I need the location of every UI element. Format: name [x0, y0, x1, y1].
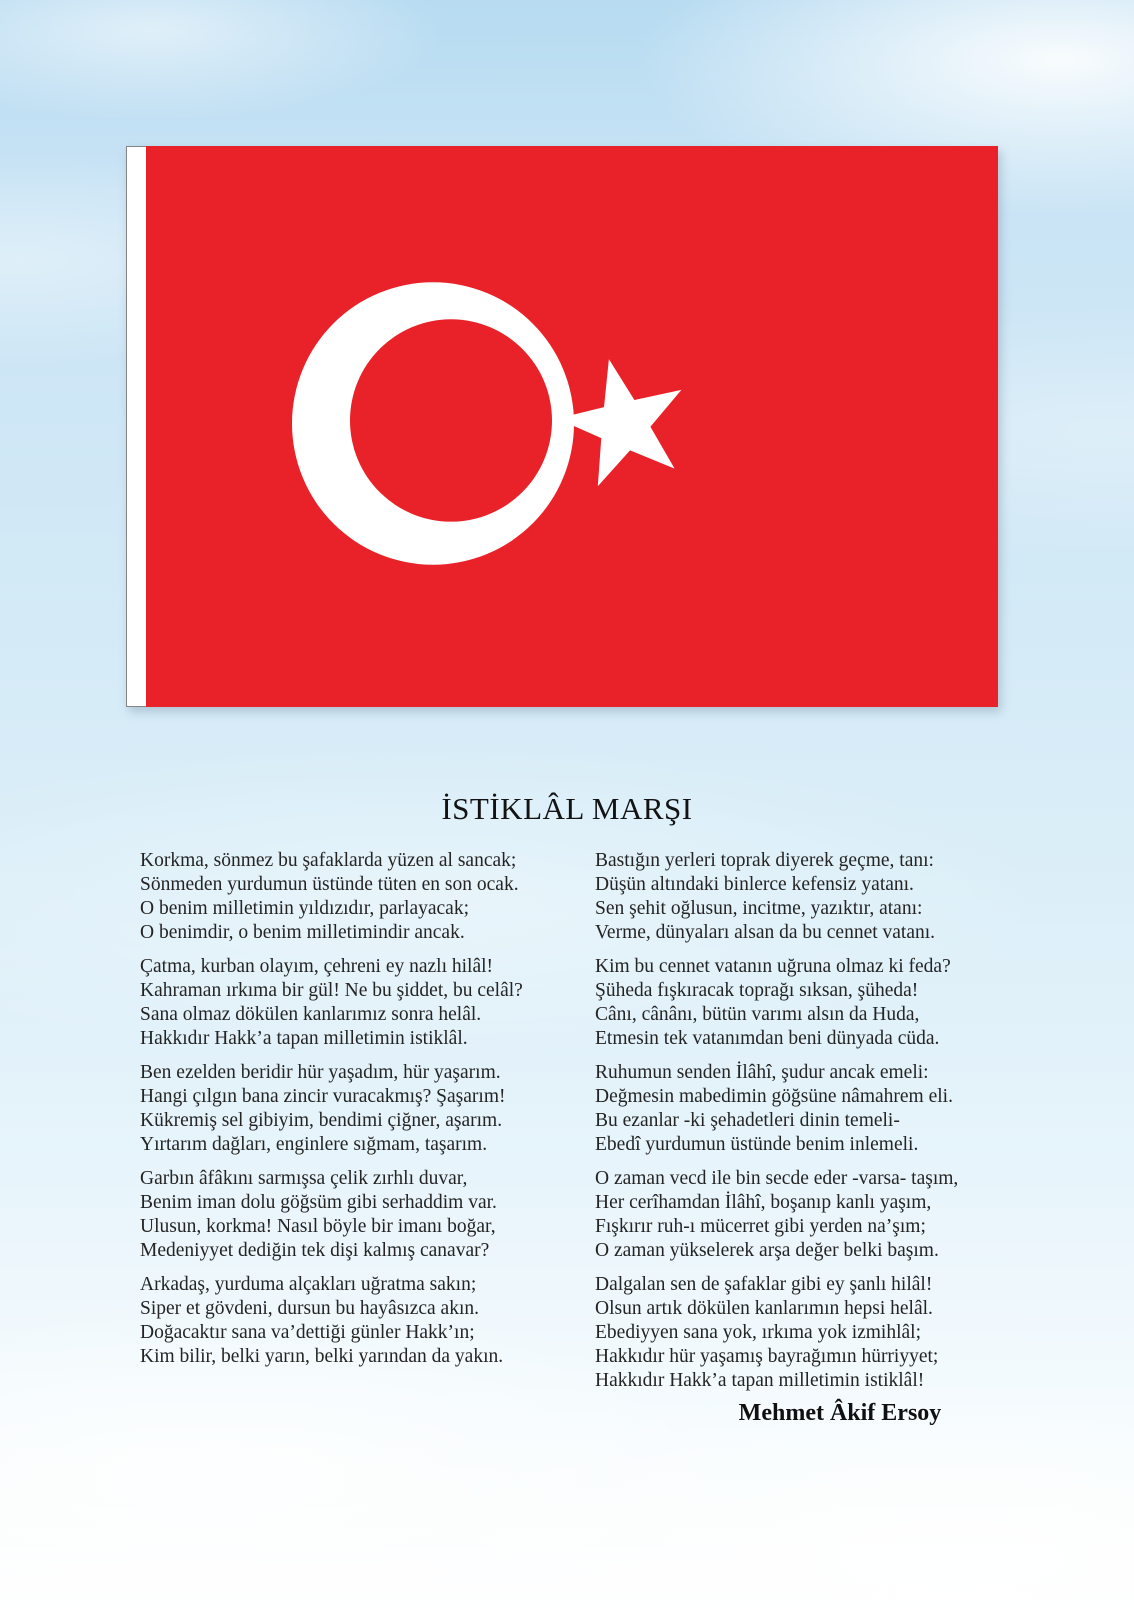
- poem-line: Bastığın yerleri toprak diyerek geçme, tanı:: [595, 850, 934, 871]
- poem-column-right: [595, 849, 1070, 1403]
- poem-line: Kahraman ırkıma bir gül! Ne bu şiddet, bu celâl?: [140, 980, 523, 1001]
- poem-line: Ben ezelden beridir hür yaşadım, hür yaşarım.: [140, 1062, 501, 1083]
- poem-line: Ebediyyen sana yok, ırkıma yok izmihlâl;: [595, 1322, 922, 1343]
- poem-line: Korkma, sönmez bu şafaklarda yüzen al sancak;: [140, 850, 517, 871]
- crescent-inner-cutout: [350, 319, 552, 521]
- author-signature: Mehmet Âkif Ersoy: [738, 1400, 942, 1426]
- poem-line: Hakkıdır hür yaşamış bayrağımın hürriyyet;: [595, 1346, 939, 1367]
- poem-line: Kim bu cennet vatanın uğruna olmaz ki feda?: [595, 956, 951, 977]
- poem-line: Sönmeden yurdumun üstünde tüten en son ocak.: [140, 874, 519, 895]
- poem-stanza: [595, 955, 1070, 1051]
- poem-stanza: [140, 1167, 596, 1263]
- poem-line: Doğacaktır sana va’dettiği günler Hakk’ın;: [140, 1322, 475, 1343]
- poem-line: Sen şehit oğlusun, incitme, yazıktır, atanı:: [595, 898, 923, 919]
- poem-line: Benim iman dolu göğsüm gibi serhaddim var.: [140, 1192, 497, 1213]
- poem-line: Bu ezanlar -ki şehadetleri dinin temeli-: [595, 1110, 900, 1131]
- poem-stanza: [140, 1273, 596, 1369]
- poem-line: Dalgalan sen de şafaklar gibi ey şanlı hilâl!: [595, 1274, 933, 1295]
- poem-stanza: [595, 1273, 1070, 1393]
- flag-graphic: [146, 146, 998, 707]
- poem-line: Çatma, kurban olayım, çehreni ey nazlı hilâl!: [140, 956, 494, 977]
- poem-line: Şüheda fışkıracak toprağı sıksan, şüheda!: [595, 980, 919, 1001]
- poem-line: Hakkıdır Hakk’a tapan milletimin istiklâl!: [595, 1370, 925, 1391]
- poem-line: Sana olmaz dökülen kanlarımız sonra helâl.: [140, 1004, 482, 1025]
- poem-line: Olsun artık dökülen kanlarımın hepsi helâl.: [595, 1298, 933, 1319]
- poem-line: Cânı, cânânı, bütün varımı alsın da Huda,: [595, 1004, 920, 1025]
- poem-line: Ebedî yurdumun üstünde benim inlemeli.: [595, 1134, 919, 1155]
- poem-line: Medeniyyet dediğin tek dişi kalmış canavar?: [140, 1240, 490, 1261]
- poem-line: Yırtarım dağları, enginlere sığmam, taşarım.: [140, 1134, 488, 1155]
- poem-line: O benimdir, o benim milletimindir ancak.: [140, 922, 465, 943]
- poem-line: O benim milletimin yıldızıdır, parlayacak;: [140, 898, 470, 919]
- poem-line: Arkadaş, yurduma alçakları uğratma sakın;: [140, 1274, 477, 1295]
- poem-line: Fışkırır ruh-ı mücerret gibi yerden na’şım;: [595, 1216, 926, 1237]
- poem-line: Her cerîhamdan İlâhî, boşanıp kanlı yaşım,: [595, 1192, 932, 1213]
- poem-column-left: [140, 849, 596, 1379]
- turkish-flag-image: [126, 146, 998, 707]
- poem-line: Verme, dünyaları alsan da bu cennet vatanı.: [595, 922, 936, 943]
- poem-line: O zaman vecd ile bin secde eder -varsa- taşım,: [595, 1168, 959, 1189]
- poem-line: Hakkıdır Hakk’a tapan milletimin istiklâl.: [140, 1028, 468, 1049]
- poem-line: Garbın âfâkını sarmışsa çelik zırhlı duvar,: [140, 1168, 468, 1189]
- poem-line: Siper et gövdeni, dursun bu hayâsızca akın.: [140, 1298, 479, 1319]
- poem-stanza: [140, 1061, 596, 1157]
- poem-stanza: [140, 955, 596, 1051]
- poem-line: Ruhumun senden İlâhî, şudur ancak emeli:: [595, 1062, 929, 1083]
- poem-stanza: [595, 1061, 1070, 1157]
- poem-stanza: [595, 1167, 1070, 1263]
- poem-line: O zaman yükselerek arşa değer belki başım.: [595, 1240, 939, 1261]
- poem-line: Kükremiş sel gibiyim, bendimi çiğner, aşarım.: [140, 1110, 503, 1131]
- poem-line: Değmesin mabedimin göğsüne nâmahrem eli.: [595, 1086, 953, 1107]
- poem-stanza: [595, 849, 1070, 945]
- page-title: İSTİKLÂL MARŞI: [441, 791, 693, 826]
- poem-line: Ulusun, korkma! Nasıl böyle bir imanı boğar,: [140, 1216, 496, 1237]
- poem-line: Hangi çılgın bana zincir vuracakmış? Şaşarım!: [140, 1086, 506, 1107]
- poem-line: Etmesin tek vatanımdan beni dünyada cüda.: [595, 1028, 940, 1049]
- flag-pole-strip: [126, 146, 146, 707]
- poem-stanza: [140, 849, 596, 945]
- poem-line: Düşün altındaki binlerce kefensiz yatanı.: [595, 874, 914, 895]
- poem-line: Kim bilir, belki yarın, belki yarından da yakın.: [140, 1346, 504, 1367]
